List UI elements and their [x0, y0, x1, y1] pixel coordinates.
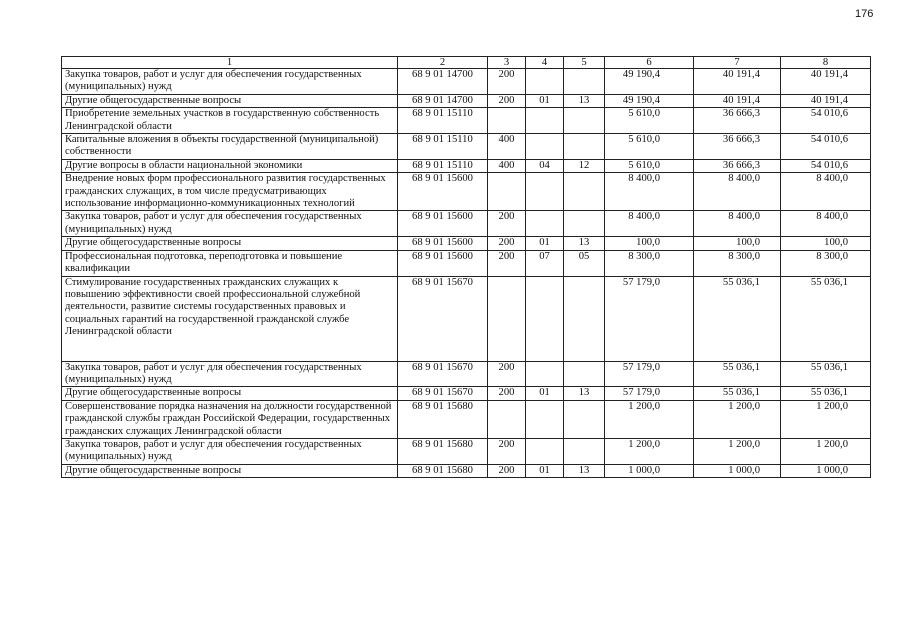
table-row: [62, 250, 871, 276]
row-section: [526, 69, 564, 95]
row-description: Другие общегосударственные вопросы: [62, 387, 398, 400]
row-amount-col6: 1 000,0: [605, 464, 694, 477]
row-expense-type: [488, 276, 526, 361]
row-amount-col7: 36 666,3: [694, 134, 781, 160]
row-target-code: 68 9 01 15670: [398, 361, 488, 387]
row-expense-type: 200: [488, 211, 526, 237]
row-expense-type: 200: [488, 94, 526, 107]
row-amount-col7: 55 036,1: [694, 276, 781, 361]
row-expense-type: 200: [488, 438, 526, 464]
row-section: [526, 276, 564, 361]
row-subsection: [564, 276, 605, 361]
row-amount-col6: 1 200,0: [605, 400, 694, 438]
header-cell: 7: [694, 57, 781, 69]
row-amount-col6: 57 179,0: [605, 361, 694, 387]
row-amount-col7: 8 400,0: [694, 211, 781, 237]
row-expense-type: 200: [488, 361, 526, 387]
row-description: Другие общегосударственные вопросы: [62, 464, 398, 477]
row-target-code: 68 9 01 15110: [398, 108, 488, 134]
row-target-code: 68 9 01 15110: [398, 159, 488, 172]
row-expense-type: [488, 108, 526, 134]
table-row: [62, 134, 871, 160]
row-amount-col6: 8 400,0: [605, 211, 694, 237]
row-section: 01: [526, 237, 564, 250]
row-target-code: 68 9 01 15600: [398, 211, 488, 237]
row-amount-col6: 5 610,0: [605, 134, 694, 160]
row-amount-col6: 8 300,0: [605, 250, 694, 276]
row-section: [526, 211, 564, 237]
row-amount-col8: 54 010,6: [781, 159, 871, 172]
table-row: [62, 276, 871, 361]
budget-table: [61, 56, 871, 478]
row-description: Другие общегосударственные вопросы: [62, 94, 398, 107]
row-amount-col6: 57 179,0: [605, 387, 694, 400]
row-description: Профессиональная подготовка, переподготовка и повышение квалификации: [62, 250, 398, 276]
row-target-code: 68 9 01 15110: [398, 134, 488, 160]
row-amount-col8: 54 010,6: [781, 134, 871, 160]
row-amount-col6: 100,0: [605, 237, 694, 250]
row-description: Внедрение новых форм профессионального развития государственных гражданских служащих, в том числе предусматривающих использование информационно-коммуникационных технологий: [62, 173, 398, 211]
table-row: [62, 438, 871, 464]
row-amount-col8: 1 000,0: [781, 464, 871, 477]
row-target-code: 68 9 01 15600: [398, 250, 488, 276]
row-amount-col8: 1 200,0: [781, 438, 871, 464]
row-section: 01: [526, 94, 564, 107]
row-expense-type: 200: [488, 464, 526, 477]
row-section: 01: [526, 387, 564, 400]
row-amount-col8: 1 200,0: [781, 400, 871, 438]
row-description: Другие вопросы в области национальной экономики: [62, 159, 398, 172]
row-amount-col8: 40 191,4: [781, 94, 871, 107]
row-subsection: [564, 438, 605, 464]
row-target-code: 68 9 01 15670: [398, 387, 488, 400]
table-row: [62, 361, 871, 387]
header-cell: 4: [526, 57, 564, 69]
row-section: [526, 400, 564, 438]
row-description: Стимулирование государственных гражданских служащих к повышению эффективности своей профессиональной служебной деятельности, развитие системы государственных правовых и социальных гарантий на государственной гражданской службе Ленинградской области: [62, 276, 398, 361]
row-description: Закупка товаров, работ и услуг для обеспечения государственных (муниципальных) нужд: [62, 69, 398, 95]
row-amount-col7: 55 036,1: [694, 361, 781, 387]
row-subsection: [564, 361, 605, 387]
row-amount-col6: 57 179,0: [605, 276, 694, 361]
row-subsection: [564, 108, 605, 134]
header-cell: 2: [398, 57, 488, 69]
header-cell: 6: [605, 57, 694, 69]
row-subsection: 12: [564, 159, 605, 172]
header-row: [62, 57, 871, 69]
row-amount-col7: 55 036,1: [694, 387, 781, 400]
row-description: Закупка товаров, работ и услуг для обеспечения государственных (муниципальных) нужд: [62, 438, 398, 464]
row-description: Другие общегосударственные вопросы: [62, 237, 398, 250]
row-subsection: 13: [564, 464, 605, 477]
row-description: Капитальные вложения в объекты государственной (муниципальной) собственности: [62, 134, 398, 160]
row-amount-col8: 55 036,1: [781, 276, 871, 361]
row-subsection: [564, 400, 605, 438]
row-section: [526, 108, 564, 134]
row-subsection: [564, 173, 605, 211]
header-cell: 5: [564, 57, 605, 69]
header-cell: 3: [488, 57, 526, 69]
row-target-code: 68 9 01 15600: [398, 173, 488, 211]
row-amount-col6: 49 190,4: [605, 69, 694, 95]
row-amount-col7: 40 191,4: [694, 69, 781, 95]
row-amount-col8: 55 036,1: [781, 387, 871, 400]
table-row: [62, 94, 871, 107]
row-target-code: 68 9 01 14700: [398, 69, 488, 95]
row-section: [526, 438, 564, 464]
table-row: [62, 108, 871, 134]
row-description: Приобретение земельных участков в государственную собственность Ленинградской области: [62, 108, 398, 134]
row-amount-col8: 8 400,0: [781, 211, 871, 237]
row-target-code: 68 9 01 15670: [398, 276, 488, 361]
row-amount-col6: 49 190,4: [605, 94, 694, 107]
row-amount-col7: 1 200,0: [694, 438, 781, 464]
row-amount-col7: 8 400,0: [694, 173, 781, 211]
table-row: [62, 237, 871, 250]
row-section: [526, 173, 564, 211]
row-subsection: [564, 211, 605, 237]
table-row: [62, 159, 871, 172]
row-expense-type: 400: [488, 159, 526, 172]
row-section: 01: [526, 464, 564, 477]
row-section: 04: [526, 159, 564, 172]
header-cell: 8: [781, 57, 871, 69]
row-section: [526, 361, 564, 387]
row-expense-type: 200: [488, 250, 526, 276]
table-row: [62, 211, 871, 237]
row-amount-col7: 36 666,3: [694, 108, 781, 134]
row-amount-col6: 5 610,0: [605, 108, 694, 134]
row-expense-type: 200: [488, 237, 526, 250]
row-expense-type: 200: [488, 387, 526, 400]
row-expense-type: [488, 400, 526, 438]
row-amount-col7: 1 200,0: [694, 400, 781, 438]
row-amount-col6: 1 200,0: [605, 438, 694, 464]
row-amount-col7: 8 300,0: [694, 250, 781, 276]
table-row: [62, 173, 871, 211]
header-cell: 1: [62, 57, 398, 69]
row-amount-col8: 40 191,4: [781, 69, 871, 95]
row-subsection: 13: [564, 94, 605, 107]
row-description: Совершенствование порядка назначения на должности государственной гражданской службы граждан Российской Федерации, государственных гражданских служащих Ленинградской области: [62, 400, 398, 438]
row-amount-col7: 40 191,4: [694, 94, 781, 107]
row-amount-col8: 8 400,0: [781, 173, 871, 211]
row-description: Закупка товаров, работ и услуг для обеспечения государственных (муниципальных) нужд: [62, 211, 398, 237]
row-target-code: 68 9 01 15680: [398, 400, 488, 438]
row-target-code: 68 9 01 15600: [398, 237, 488, 250]
row-section: [526, 134, 564, 160]
page-number: 176: [855, 8, 874, 20]
row-target-code: 68 9 01 14700: [398, 94, 488, 107]
row-subsection: 05: [564, 250, 605, 276]
row-target-code: 68 9 01 15680: [398, 464, 488, 477]
row-description: Закупка товаров, работ и услуг для обеспечения государственных (муниципальных) нужд: [62, 361, 398, 387]
row-expense-type: 200: [488, 69, 526, 95]
row-amount-col7: 100,0: [694, 237, 781, 250]
row-subsection: [564, 134, 605, 160]
row-subsection: 13: [564, 387, 605, 400]
table-row: [62, 387, 871, 400]
row-amount-col7: 1 000,0: [694, 464, 781, 477]
row-subsection: 13: [564, 237, 605, 250]
row-amount-col6: 5 610,0: [605, 159, 694, 172]
row-amount-col8: 55 036,1: [781, 361, 871, 387]
row-subsection: [564, 69, 605, 95]
row-amount-col7: 36 666,3: [694, 159, 781, 172]
row-amount-col8: 8 300,0: [781, 250, 871, 276]
row-expense-type: [488, 173, 526, 211]
row-amount-col6: 8 400,0: [605, 173, 694, 211]
row-section: 07: [526, 250, 564, 276]
row-amount-col8: 54 010,6: [781, 108, 871, 134]
row-expense-type: 400: [488, 134, 526, 160]
table-row: [62, 464, 871, 477]
row-target-code: 68 9 01 15680: [398, 438, 488, 464]
row-amount-col8: 100,0: [781, 237, 871, 250]
table-row: [62, 400, 871, 438]
table-row: [62, 69, 871, 95]
